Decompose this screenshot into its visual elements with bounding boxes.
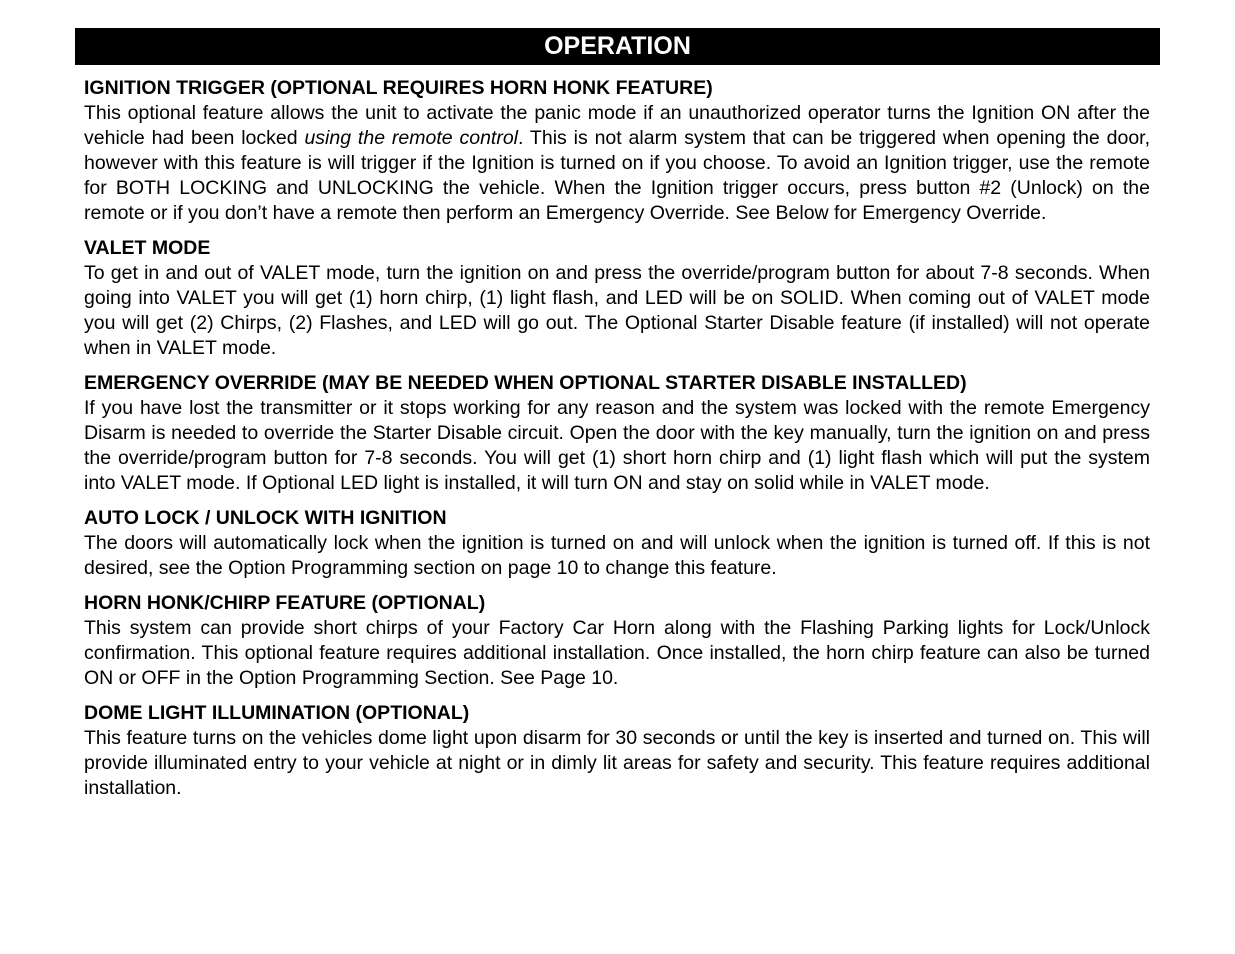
document-body xyxy=(84,76,1150,811)
section-emergency-override xyxy=(84,371,1150,496)
section-heading: VALET MODE xyxy=(84,237,211,259)
section-body: This feature turns on the vehicles dome light upon disarm for 30 seconds or until the key is inserted and turned on. This will provide illuminated entry to your vehicle at night or in dimly lit areas for safety and security. This feature requires additional installation. xyxy=(84,727,1150,799)
section-heading: DOME LIGHT ILLUMINATION (OPTIONAL) xyxy=(84,702,470,724)
section-body: The doors will automatically lock when the ignition is turned on and will unlock when the ignition is turned off. If this is not desired, see the Option Programming section on page 10 to change this feature. xyxy=(84,532,1150,579)
page-title: OPERATION xyxy=(544,32,691,60)
section-heading: IGNITION TRIGGER (OPTIONAL REQUIRES HORN HONK FEATURE) xyxy=(84,77,713,99)
section-heading: HORN HONK/CHIRP FEATURE (OPTIONAL) xyxy=(84,592,486,614)
section-body: This system can provide short chirps of your Factory Car Horn along with the Flashing Parking lights for Lock/Unlock confirmation. This optional feature requires additional installation. Once installed, the horn chirp feature can also be turned ON or OFF in the Option Programming Section. See Page 10. xyxy=(84,617,1150,689)
section-body: This optional feature allows the unit to activate the panic mode if an unauthorized operator turns the Ignition ON after the vehicle had been locked using the remote control. This is not alarm system that can be triggered when opening the door, however with this feature is will trigger if the Ignition is turned on if you choose. To avoid an Ignition trigger, use the remote for BOTH LOCKING and UNLOCKING the vehicle. When the Ignition trigger occurs, press button #2 (Unlock) on the remote or if you don’t have a remote then perform an Emergency Override. See Below for Emergency Override. xyxy=(84,102,1150,224)
section-body: To get in and out of VALET mode, turn the ignition on and press the override/program button for about 7-8 seconds. When going into VALET you will get (1) horn chirp, (1) light flash, and LED will be on SOLID. When coming out of VALET mode you will get (2) Chirps, (2) Flashes, and LED will go out. The Optional Starter Disable feature (if installed) will not operate when in VALET mode. xyxy=(84,262,1150,359)
section-dome-light xyxy=(84,701,1150,801)
section-horn-honk xyxy=(84,591,1150,691)
section-body: If you have lost the transmitter or it stops working for any reason and the system was locked with the remote Emergency Disarm is needed to override the Starter Disable circuit. Open the door with the key manually, turn the ignition on and press the override/program button for 7-8 seconds. You will get (1) short horn chirp and (1) light flash which will put the system into VALET mode. If Optional LED light is installed, it will turn ON and stay on solid while in VALET mode. xyxy=(84,397,1150,494)
section-valet-mode xyxy=(84,236,1150,361)
section-heading: EMERGENCY OVERRIDE (MAY BE NEEDED WHEN OPTIONAL STARTER DISABLE INSTALLED) xyxy=(84,372,967,394)
italic-text: using the remote control xyxy=(304,127,518,149)
page-title-banner xyxy=(75,28,1160,65)
section-ignition-trigger xyxy=(84,76,1150,226)
section-auto-lock xyxy=(84,506,1150,581)
section-heading: AUTO LOCK / UNLOCK WITH IGNITION xyxy=(84,507,447,529)
